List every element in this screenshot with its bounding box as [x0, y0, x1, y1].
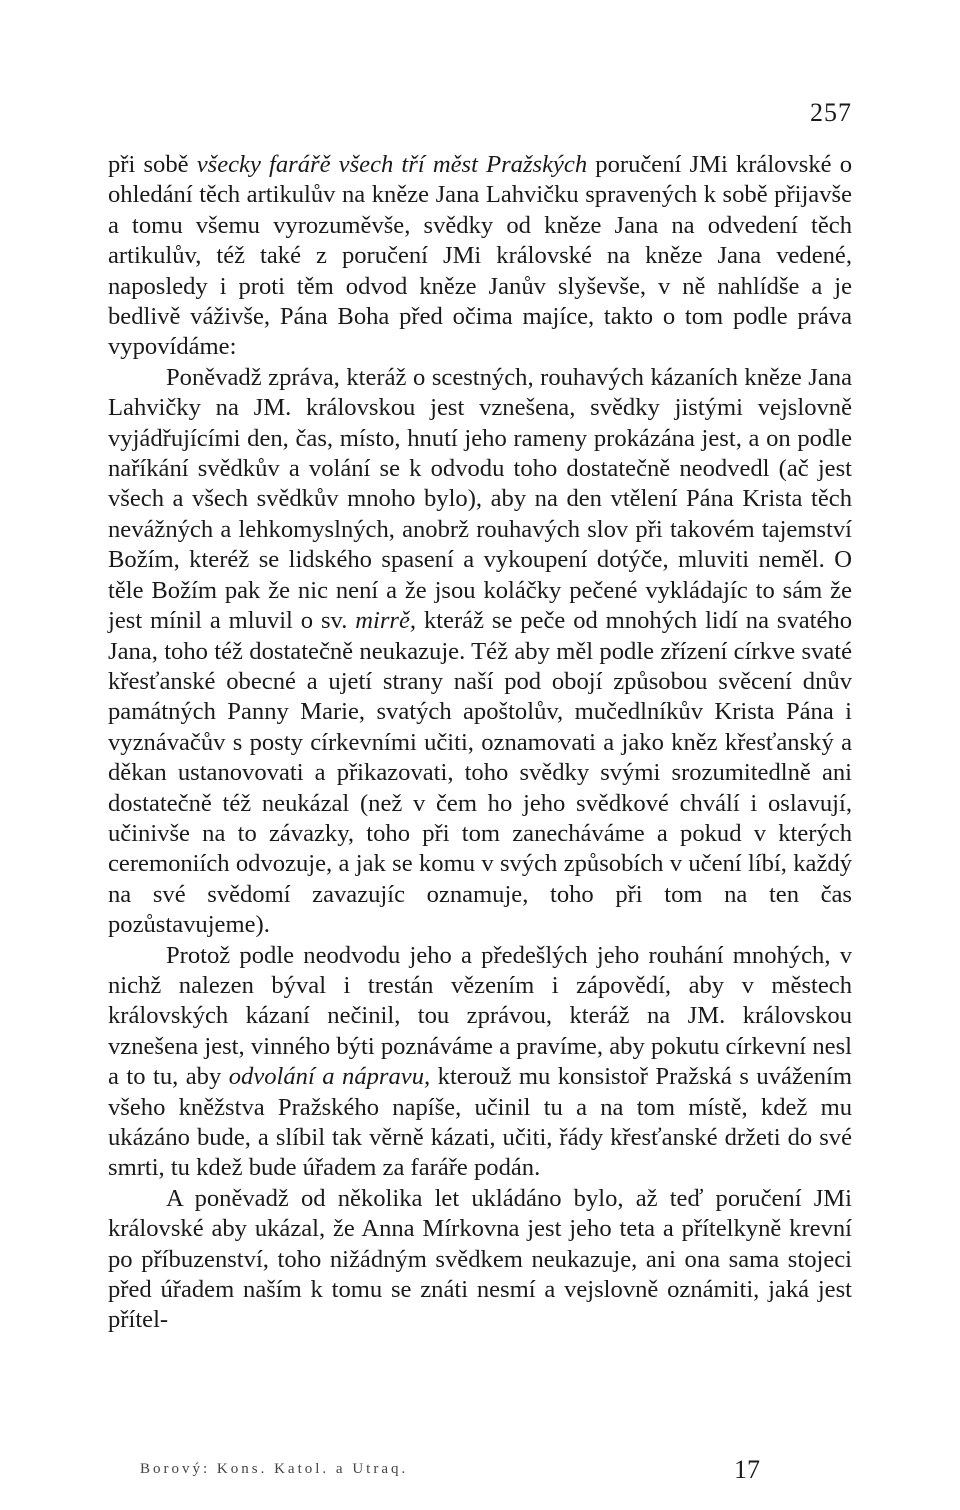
body-text [108, 150, 852, 1336]
italic-phrase: všecky farářě všech tří měst Pražských [196, 151, 588, 178]
page-footer [140, 1455, 760, 1483]
italic-phrase: odvolání a nápravu, [228, 1063, 431, 1091]
text-run: Protož podle neodvodu jeho a předešlých jeho rouhání mnohých, v nichž nalezen býval i trestán vězením i zápovědí, aby v městech královských kázaní nečinil, tou zprávou, kteráž na JM. královskou vznešena jest, vinného býti poznáváme a pravíme, aby pokutu církevní nesl a to tu, aby [108, 941, 852, 1091]
paragraph [108, 941, 852, 1184]
page-number: 257 [810, 98, 852, 127]
paragraph [108, 150, 852, 363]
italic-phrase: mirrě, [355, 607, 417, 635]
paragraph [108, 363, 852, 941]
text-run: kteráž se peče od mnohých lidí na svatého Jana, toho též dostatečně neukazuje. Též aby měl podle zřízení církve svaté křesťanské obecné a ujetí strany naší pod obojí způsobou svěcení dnův památných Panny Marie, svatých apoštolův, mučedlníkův Krista Pána i vyznávačův s posty církevními učiti, oznamovati a jako kněz křesťanský a děkan ustanovovati a přikazovati, toho svědky svými srozumitedlně ani dostatečně též neukázal (než v čem ho jeho svědkové chválí i oslavují, učinivše na to závazky, toho při tom zanecháváme a pokud v kterých ceremoniích odvozuje, a jak se komu v svých způsobích v učení líbí, každý na své svědomí zavazujíc oznamuje, toho při tom na ten čas pozůstavujeme). [108, 607, 852, 939]
text-run: Poněvadž zpráva, kteráž o scestných, rouhavých kázaních kněze Jana Lahvičky na JM. královskou jest vznešena, svědky jistými vejslovně vyjádřujícími den, čas, místo, hnutí jeho rameny prokázána jest, a on podle naříkání svědkův a volání se k odvodu toho dostatečně neodvedl (ač jest všech a všech svědkův mnoho bylo), aby na den vtělení Pána Krista těch nevážných a lehkomyslných, anobrž rouhavých slov při takovém tajemství Božím, kteréž se lidského spasení a vykoupení dotýče, mluviti neměl. O těle Božím pak že nic není a že jsou koláčky pečené vykládajíc to sám že jest mínil a mluvil o sv. [108, 363, 852, 635]
text-run: poručení JMi královské o ohledání těch artikulův na kněze Jana Lahvičku spravených k sobě přijavše a tomu všemu vyrozuměvše, svědky od kněze Jana na odvedení těch artikulův, též také z poručení JMi královské na kněze Jana vedené, naposledy i proti těm odvod kněze Janův slyševše, v ně nahlídše a je bedlivě váživše, Pána Boha před očima majíce, takto o tom podle práva vypovídáme: [108, 151, 853, 361]
text-run: při sobě [108, 151, 197, 178]
paragraph [108, 1184, 852, 1336]
printer-signature: Borový: Kons. Katol. a Utraq. [140, 1461, 409, 1477]
text-run: kterouž mu konsistoř Pražská s uvážením všeho kněžstva Pražského napíše, učinil tu a na tom místě, kdež mu ukázáno bude, a slíbil tak věrně kázati, učiti, řády křesťanské držeti do své smrti, tu kdež bude úřadem za faráře podán. [108, 1063, 853, 1182]
text-run: A poněvadž od několika let ukládáno bylo, až teď poručení JMi královské aby ukázal, že Anna Mírkovna jest jeho teta a přítelkyně krevní po příbuzenství, toho nižádným svědkem neukazuje, ani ona sama stojeci před úřadem naším k tomu se znáti nesmí a vejslovně oznámiti, jaká jest přítel- [108, 1184, 852, 1334]
sheet-number: 17 [734, 1455, 760, 1484]
